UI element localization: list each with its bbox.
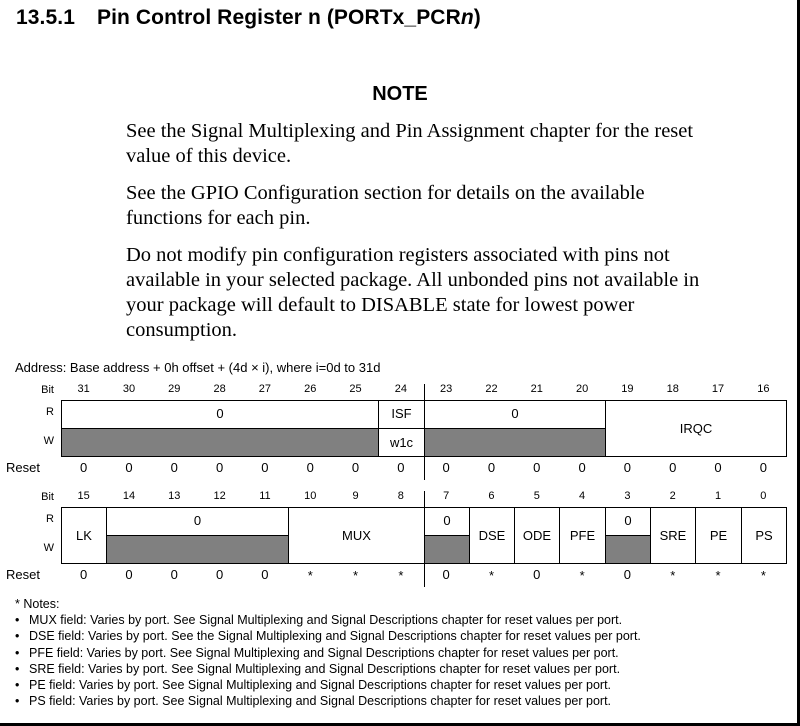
notes-header: * Notes:: [15, 597, 60, 611]
row-label-bit: Bit: [41, 491, 54, 503]
reset-value: 0: [578, 460, 586, 475]
reset-value: *: [398, 568, 404, 583]
bit-number: 25: [349, 383, 362, 395]
bit-number: 1: [714, 490, 722, 502]
note-item-pfe: • PFE field: Varies by port. See Signal Multiplexing and Signal Descriptions chapter for reset values per port.: [15, 645, 619, 660]
reset-value: 0: [351, 460, 360, 475]
bullet-icon: •: [15, 645, 20, 660]
byte-divider: [424, 384, 425, 480]
field-isf-read: ISF: [378, 400, 425, 429]
field-reserved-14-11-read: 0: [106, 507, 289, 536]
note-item-ps: • PS field: Varies by port. See Signal Multiplexing and Signal Descriptions chapter for reset values per port.: [15, 694, 612, 709]
bit-number: 24: [394, 383, 407, 395]
bit-number: 23: [440, 383, 453, 395]
reset-value: 0: [487, 460, 496, 475]
field-pfe: PFE: [559, 507, 606, 564]
reset-notes: [15, 596, 641, 709]
reset-value: *: [488, 568, 494, 583]
field-pe: PE: [695, 507, 742, 564]
note-paragraph: See the GPIO Configuration section for details on the available functions for each pin.: [126, 182, 645, 229]
note-heading: NOTE: [372, 83, 428, 105]
reset-value: 0: [215, 460, 224, 475]
bit-number: 2: [669, 490, 676, 502]
reset-value: 0: [261, 567, 269, 582]
reset-value: 0: [623, 567, 632, 582]
field-reserved-14-11-write: [106, 535, 289, 564]
row-label-write: W: [43, 542, 54, 554]
note-item-mux: • MUX field: Varies by port. See Signal Multiplexing and Signal Descriptions chapter for reset values per port.: [15, 613, 623, 628]
reset-value: 0: [80, 567, 88, 582]
reset-value: *: [760, 568, 766, 583]
bit-number: 10: [304, 490, 317, 502]
field-reserved-3-read: 0: [605, 507, 651, 536]
bullet-icon: •: [15, 629, 20, 644]
byte-divider: [424, 491, 425, 587]
row-label-reset: Reset: [6, 567, 40, 582]
reset-value: *: [715, 568, 721, 583]
reset-value: 0: [261, 460, 269, 475]
field-sre: SRE: [650, 507, 696, 564]
field-reserved-31-25-read: 0: [61, 400, 379, 429]
register-diagram-upper: [0, 383, 800, 483]
note-paragraph: See the Signal Multiplexing and Pin Assignment chapter for the reset value of this device.: [126, 120, 694, 167]
row-label-read: R: [46, 406, 54, 418]
bit-number: 9: [352, 490, 359, 502]
section-title-italic: n: [460, 6, 474, 29]
reset-value: 0: [442, 567, 450, 582]
bit-number: 5: [533, 490, 540, 502]
reset-value: 0: [669, 460, 677, 475]
field-reserved-3-write: [605, 535, 651, 564]
bit-number: 30: [122, 383, 136, 395]
note-item-pe: • PE field: Varies by port. See Signal Multiplexing and Signal Descriptions chapter for reset values per port.: [15, 678, 612, 693]
bullet-icon: •: [15, 678, 20, 693]
bit-number: 26: [304, 383, 317, 395]
bit-number: 19: [621, 383, 634, 395]
bit-number: 7: [443, 490, 450, 502]
field-reserved-7-read: 0: [424, 507, 470, 536]
field-isf-write: w1c: [378, 428, 425, 457]
reset-value: *: [579, 568, 585, 583]
note-body: [126, 119, 706, 355]
bit-number: 11: [259, 490, 271, 502]
bit-number: 22: [485, 383, 498, 395]
note-paragraph: Do not modify pin configuration registers associated with pins not available in your selected package. All unbonded pins not available in your package will default to DISABLE state for lowest power consumption.: [126, 244, 700, 341]
field-irqc: IRQC: [605, 400, 787, 457]
reset-value: *: [670, 568, 676, 583]
bit-number: 13: [168, 490, 181, 502]
section-title-text: Pin Control Register n (PORTx_PCR: [97, 6, 461, 29]
reset-value: 0: [714, 460, 722, 475]
section-title: [16, 6, 481, 30]
field-mux: MUX: [288, 507, 425, 564]
row-label-write: W: [43, 435, 54, 447]
reset-value: 0: [397, 460, 405, 475]
reset-value: 0: [533, 567, 541, 582]
bit-number: 15: [77, 490, 90, 502]
reset-value: *: [307, 568, 313, 583]
bit-number: 6: [488, 490, 495, 502]
register-address: Address: Base address + 0h offset + (4d × i), where i=0d to 31d: [15, 360, 381, 375]
reset-value: 0: [306, 460, 314, 475]
reset-value: 0: [170, 460, 178, 475]
reset-value: 0: [759, 460, 767, 475]
bit-number: 14: [122, 490, 136, 502]
bit-number: 21: [530, 383, 543, 395]
reset-value: 0: [442, 460, 450, 475]
section-title-suffix: ): [473, 6, 481, 29]
bit-number: 27: [258, 383, 272, 395]
note-item-dse: • DSE field: Varies by port. See the Signal Multiplexing and Signal Descriptions chapter for reset values per port.: [15, 629, 641, 644]
bit-number: 8: [397, 490, 404, 502]
bit-number: 4: [579, 490, 586, 502]
bullet-icon: •: [15, 661, 20, 676]
register-diagram-lower: [0, 490, 800, 590]
field-dse: DSE: [469, 507, 515, 564]
reset-value: 0: [80, 460, 88, 475]
bit-number: 12: [213, 490, 226, 502]
field-reserved-23-20-write: [424, 428, 606, 457]
bullet-icon: •: [15, 694, 20, 709]
reset-value: 0: [533, 460, 541, 475]
field-ps: PS: [741, 507, 787, 564]
reset-value: 0: [125, 460, 133, 475]
bit-number: 0: [760, 490, 767, 502]
bit-number: 16: [757, 383, 770, 395]
reset-value: 0: [623, 460, 632, 475]
field-ode: ODE: [514, 507, 560, 564]
bit-number: 29: [168, 383, 181, 395]
bit-number: 28: [213, 383, 226, 395]
field-lk: LK: [61, 507, 107, 564]
bit-number: 3: [624, 490, 631, 502]
bullet-icon: •: [15, 613, 20, 628]
row-label-reset: Reset: [6, 460, 40, 475]
reset-value: 0: [125, 567, 133, 582]
reset-value: 0: [215, 567, 224, 582]
field-reserved-7-write: [424, 535, 470, 564]
reset-value: 0: [170, 567, 178, 582]
field-reserved-31-25-write: [61, 428, 379, 457]
note-item-sre: • SRE field: Varies by port. See Signal Multiplexing and Signal Descriptions chapter for reset values per port.: [15, 661, 621, 676]
section-number: 13.5.1: [16, 6, 75, 29]
bit-number: 20: [575, 383, 589, 395]
row-label-read: R: [46, 513, 54, 525]
notes-list: [15, 612, 641, 709]
bit-number: 18: [666, 383, 679, 395]
bit-number: 17: [711, 383, 725, 395]
reset-value: *: [353, 568, 359, 583]
field-reserved-23-20-read: 0: [424, 400, 606, 429]
row-label-bit: Bit: [41, 384, 54, 396]
bit-number: 31: [77, 383, 90, 395]
